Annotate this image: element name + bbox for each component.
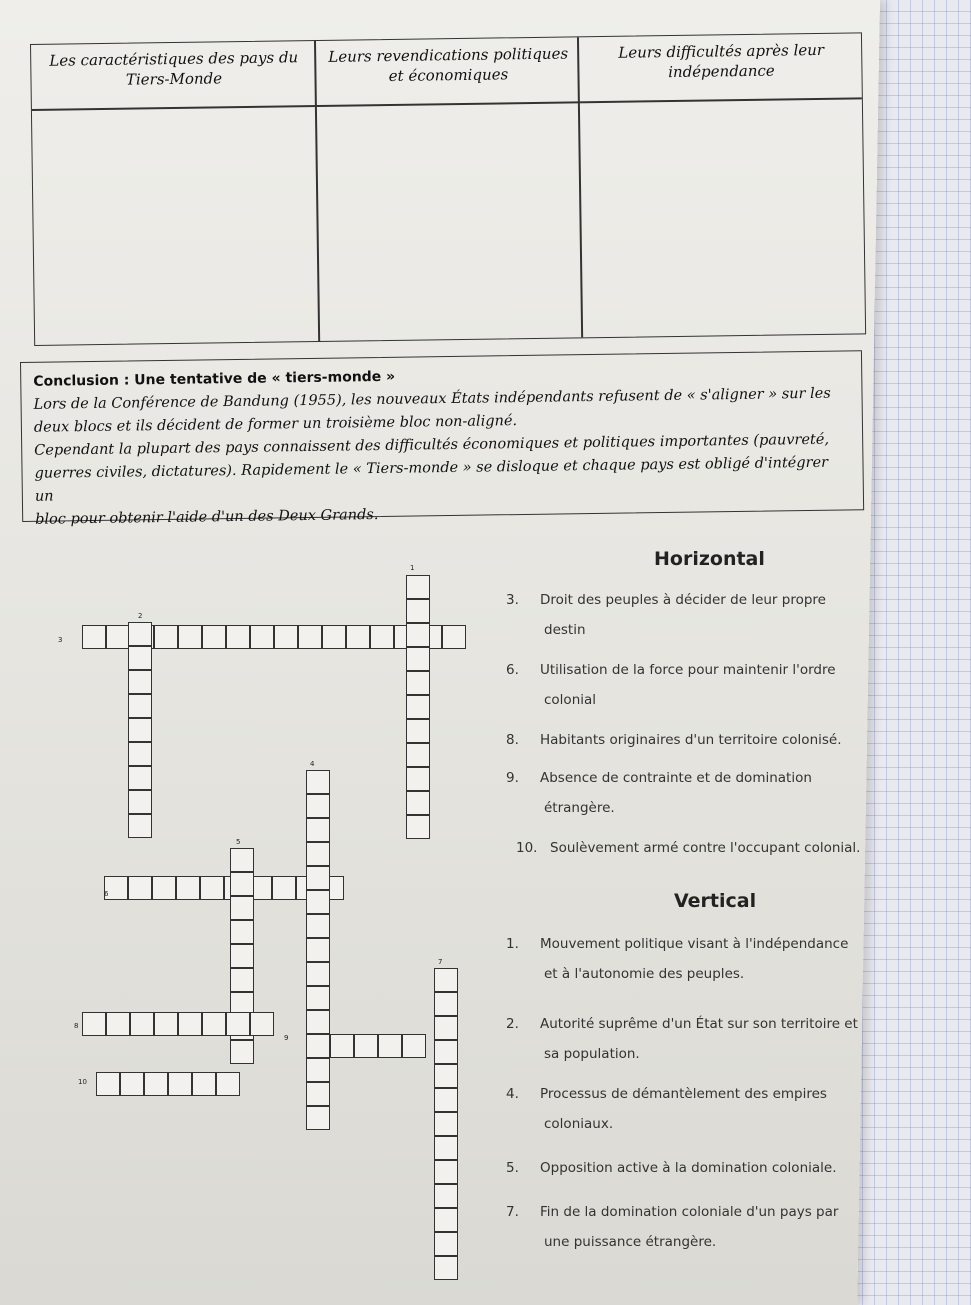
crossword-number-6: 6 (104, 890, 109, 898)
crossword-cell[interactable] (434, 1184, 458, 1208)
crossword-cell[interactable] (346, 625, 370, 649)
crossword-cell[interactable] (406, 719, 430, 743)
crossword-cell[interactable] (306, 842, 330, 866)
clue-number: 7. (506, 1204, 519, 1220)
crossword-cell[interactable] (230, 1040, 254, 1064)
crossword-cell[interactable] (82, 625, 106, 649)
crossword-number-10: 10 (78, 1078, 87, 1086)
clue-number: 8. (506, 732, 519, 748)
crossword-cell[interactable] (434, 1256, 458, 1280)
crossword-cell[interactable] (106, 625, 130, 649)
crossword-cell[interactable] (82, 1012, 106, 1036)
clue-h6 (506, 654, 916, 716)
crossword-cell[interactable] (298, 625, 322, 649)
crossword-cell[interactable] (128, 670, 152, 694)
crossword-cell[interactable] (230, 848, 254, 872)
clue-text: Absence de contrainte et de domination (540, 770, 812, 786)
clue-text: Mouvement politique visant à l'indépendance (540, 936, 849, 952)
crossword-cell[interactable] (128, 742, 152, 766)
crossword-cell[interactable] (120, 1072, 144, 1096)
table-header-divider (32, 97, 862, 110)
crossword-cell[interactable] (354, 1034, 378, 1058)
crossword-cell[interactable] (434, 1040, 458, 1064)
crossword-cell[interactable] (322, 625, 346, 649)
crossword-cell[interactable] (128, 814, 152, 838)
crossword-cell[interactable] (230, 872, 254, 896)
crossword-cell[interactable] (434, 1208, 458, 1232)
conclusion-line: Lors de la Conférence de Bandung (1955), les nouveaux États indépendants refusent de « s'aligner » sur les (33, 385, 831, 413)
crossword-cell[interactable] (226, 1012, 250, 1036)
crossword-cell[interactable] (306, 818, 330, 842)
clue-number: 2. (506, 1016, 519, 1032)
crossword-number-5: 5 (236, 838, 241, 846)
clue-text: colonial (544, 692, 597, 708)
crossword-cell[interactable] (192, 1072, 216, 1096)
crossword-cell[interactable] (272, 876, 296, 900)
conclusion-line: deux blocs et ils décident de former un troisième bloc non-aligné. (33, 413, 518, 436)
crossword-cell[interactable] (306, 1106, 330, 1130)
crossword-cell[interactable] (128, 790, 152, 814)
crossword-cell[interactable] (130, 1012, 154, 1036)
crossword-number-2: 2 (138, 612, 143, 620)
conclusion-line: guerres civiles, dictatures). Rapidement le « Tiers-monde » se disloque et chaque pays est obligé d'intégrer un (34, 454, 829, 505)
clue-text: étrangère. (544, 800, 615, 816)
horizontal-heading: Horizontal (654, 548, 765, 570)
crossword-cell[interactable] (202, 625, 226, 649)
crossword-cell[interactable] (128, 622, 152, 646)
crossword-cell[interactable] (168, 1072, 192, 1096)
clue-text: Fin de la domination coloniale d'un pays par (540, 1204, 839, 1220)
table-header-claims: Leurs revendications politiques et économiques (328, 44, 569, 85)
crossword-cell[interactable] (128, 876, 152, 900)
crossword-cell[interactable] (306, 938, 330, 962)
clue-h8 (506, 724, 916, 756)
crossword-cell[interactable] (274, 625, 298, 649)
clue-text: et à l'autonomie des peuples. (544, 966, 745, 982)
crossword-cell[interactable] (434, 1136, 458, 1160)
crossword-cell[interactable] (230, 968, 254, 992)
crossword-cell[interactable] (226, 625, 250, 649)
crossword-number-9: 9 (284, 1034, 289, 1042)
clue-text: Droit des peuples à décider de leur propre (540, 592, 826, 608)
crossword-cell[interactable] (202, 1012, 226, 1036)
table-divider (314, 41, 320, 341)
crossword-cell[interactable] (434, 968, 458, 992)
crossword-cell[interactable] (216, 1072, 240, 1096)
conclusion-box (20, 350, 864, 528)
crossword-cell[interactable] (154, 625, 178, 649)
crossword-cell[interactable] (406, 575, 430, 599)
characteristics-table (30, 32, 866, 346)
clue-number: 5. (506, 1160, 519, 1176)
clue-number: 10. (516, 840, 538, 856)
crossword-cell[interactable] (434, 1064, 458, 1088)
clue-text: Opposition active à la domination coloniale. (540, 1160, 837, 1176)
crossword-cell[interactable] (230, 920, 254, 944)
clue-h9 (506, 762, 916, 824)
crossword-cell[interactable] (434, 1232, 458, 1256)
crossword-cell[interactable] (178, 625, 202, 649)
clue-number: 9. (506, 770, 519, 786)
crossword-cell[interactable] (442, 625, 466, 649)
crossword-cell[interactable] (406, 815, 430, 839)
crossword-number-4: 4 (310, 760, 315, 768)
table-divider (577, 37, 583, 337)
crossword-cell[interactable] (402, 1034, 426, 1058)
crossword-cell[interactable] (154, 1012, 178, 1036)
clue-text: sa population. (544, 1046, 640, 1062)
clue-text: destin (544, 622, 586, 638)
crossword-cell[interactable] (106, 1012, 130, 1036)
crossword-cell[interactable] (96, 1072, 120, 1096)
crossword-cell[interactable] (306, 794, 330, 818)
crossword-cell[interactable] (434, 1088, 458, 1112)
clue-text: coloniaux. (544, 1116, 614, 1132)
clue-number: 6. (506, 662, 519, 678)
crossword-cell[interactable] (406, 695, 430, 719)
clue-h3 (506, 584, 916, 646)
crossword-number-3: 3 (58, 636, 63, 644)
crossword-cell[interactable] (434, 1016, 458, 1040)
clue-text: Soulèvement armé contre l'occupant colonial. (550, 840, 861, 856)
clue-text: Autorité suprême d'un État sur son territoire et (540, 1016, 858, 1032)
crossword-cell[interactable] (306, 1082, 330, 1106)
crossword-cell[interactable] (306, 1058, 330, 1082)
crossword-number-8: 8 (74, 1022, 79, 1030)
clue-v5 (506, 1152, 916, 1184)
clue-v7 (506, 1196, 916, 1258)
table-header-characteristics: Les caractéristiques des pays du Tiers-Monde (49, 48, 299, 89)
conclusion-title: Conclusion : Une tentative de « tiers-monde » (33, 368, 396, 390)
crossword-cell[interactable] (230, 944, 254, 968)
crossword-cell[interactable] (330, 1034, 354, 1058)
clue-v1 (506, 928, 916, 990)
crossword-cell[interactable] (128, 694, 152, 718)
crossword-cell[interactable] (406, 671, 430, 695)
clue-v2 (506, 1008, 916, 1070)
crossword-cell[interactable] (250, 1012, 274, 1036)
clue-number: 3. (506, 592, 519, 608)
clue-v4 (506, 1078, 916, 1140)
conclusion-line: bloc pour obtenir l'aide d'un des Deux Grands. (35, 507, 379, 528)
crossword-cell[interactable] (406, 623, 430, 647)
crossword-number-7: 7 (438, 958, 443, 966)
clue-number: 4. (506, 1086, 519, 1102)
clue-h10 (516, 832, 926, 864)
crossword-cell[interactable] (128, 766, 152, 790)
crossword-cell[interactable] (306, 914, 330, 938)
crossword-cell[interactable] (406, 647, 430, 671)
crossword-cell[interactable] (128, 646, 152, 670)
crossword-cell[interactable] (306, 866, 330, 890)
vertical-heading: Vertical (674, 890, 757, 912)
crossword-cell[interactable] (144, 1072, 168, 1096)
crossword-cell[interactable] (152, 876, 176, 900)
crossword-cell[interactable] (406, 791, 430, 815)
crossword-cell[interactable] (306, 986, 330, 1010)
crossword-cell[interactable] (306, 1010, 330, 1034)
clue-text: une puissance étrangère. (544, 1234, 717, 1250)
crossword-cell[interactable] (434, 992, 458, 1016)
clue-text: Utilisation de la force pour maintenir l'ordre (540, 662, 836, 678)
crossword-cell[interactable] (306, 1034, 330, 1058)
conclusion-line: Cependant la plupart des pays connaissent des difficultés économiques et politiques importantes (pauvreté, (34, 431, 830, 459)
crossword-cell[interactable] (406, 599, 430, 623)
crossword-cell[interactable] (306, 770, 330, 794)
crossword-cell[interactable] (406, 767, 430, 791)
clue-number: 1. (506, 936, 519, 952)
crossword-cell[interactable] (200, 876, 224, 900)
table-header-difficulties: Leurs difficultés après leur indépendance (618, 40, 825, 82)
crossword-cell[interactable] (406, 743, 430, 767)
crossword-cell[interactable] (230, 896, 254, 920)
crossword-cell[interactable] (306, 890, 330, 914)
clue-text: Processus de démantèlement des empires (540, 1086, 827, 1102)
crossword-cell[interactable] (306, 962, 330, 986)
crossword-number-1: 1 (410, 564, 415, 572)
crossword-cell[interactable] (178, 1012, 202, 1036)
crossword-cell[interactable] (434, 1112, 458, 1136)
crossword-cell[interactable] (370, 625, 394, 649)
clue-text: Habitants originaires d'un territoire colonisé. (540, 732, 842, 748)
crossword-cell[interactable] (176, 876, 200, 900)
crossword-cell[interactable] (434, 1160, 458, 1184)
crossword-cell[interactable] (378, 1034, 402, 1058)
crossword-cell[interactable] (250, 625, 274, 649)
crossword-cell[interactable] (128, 718, 152, 742)
